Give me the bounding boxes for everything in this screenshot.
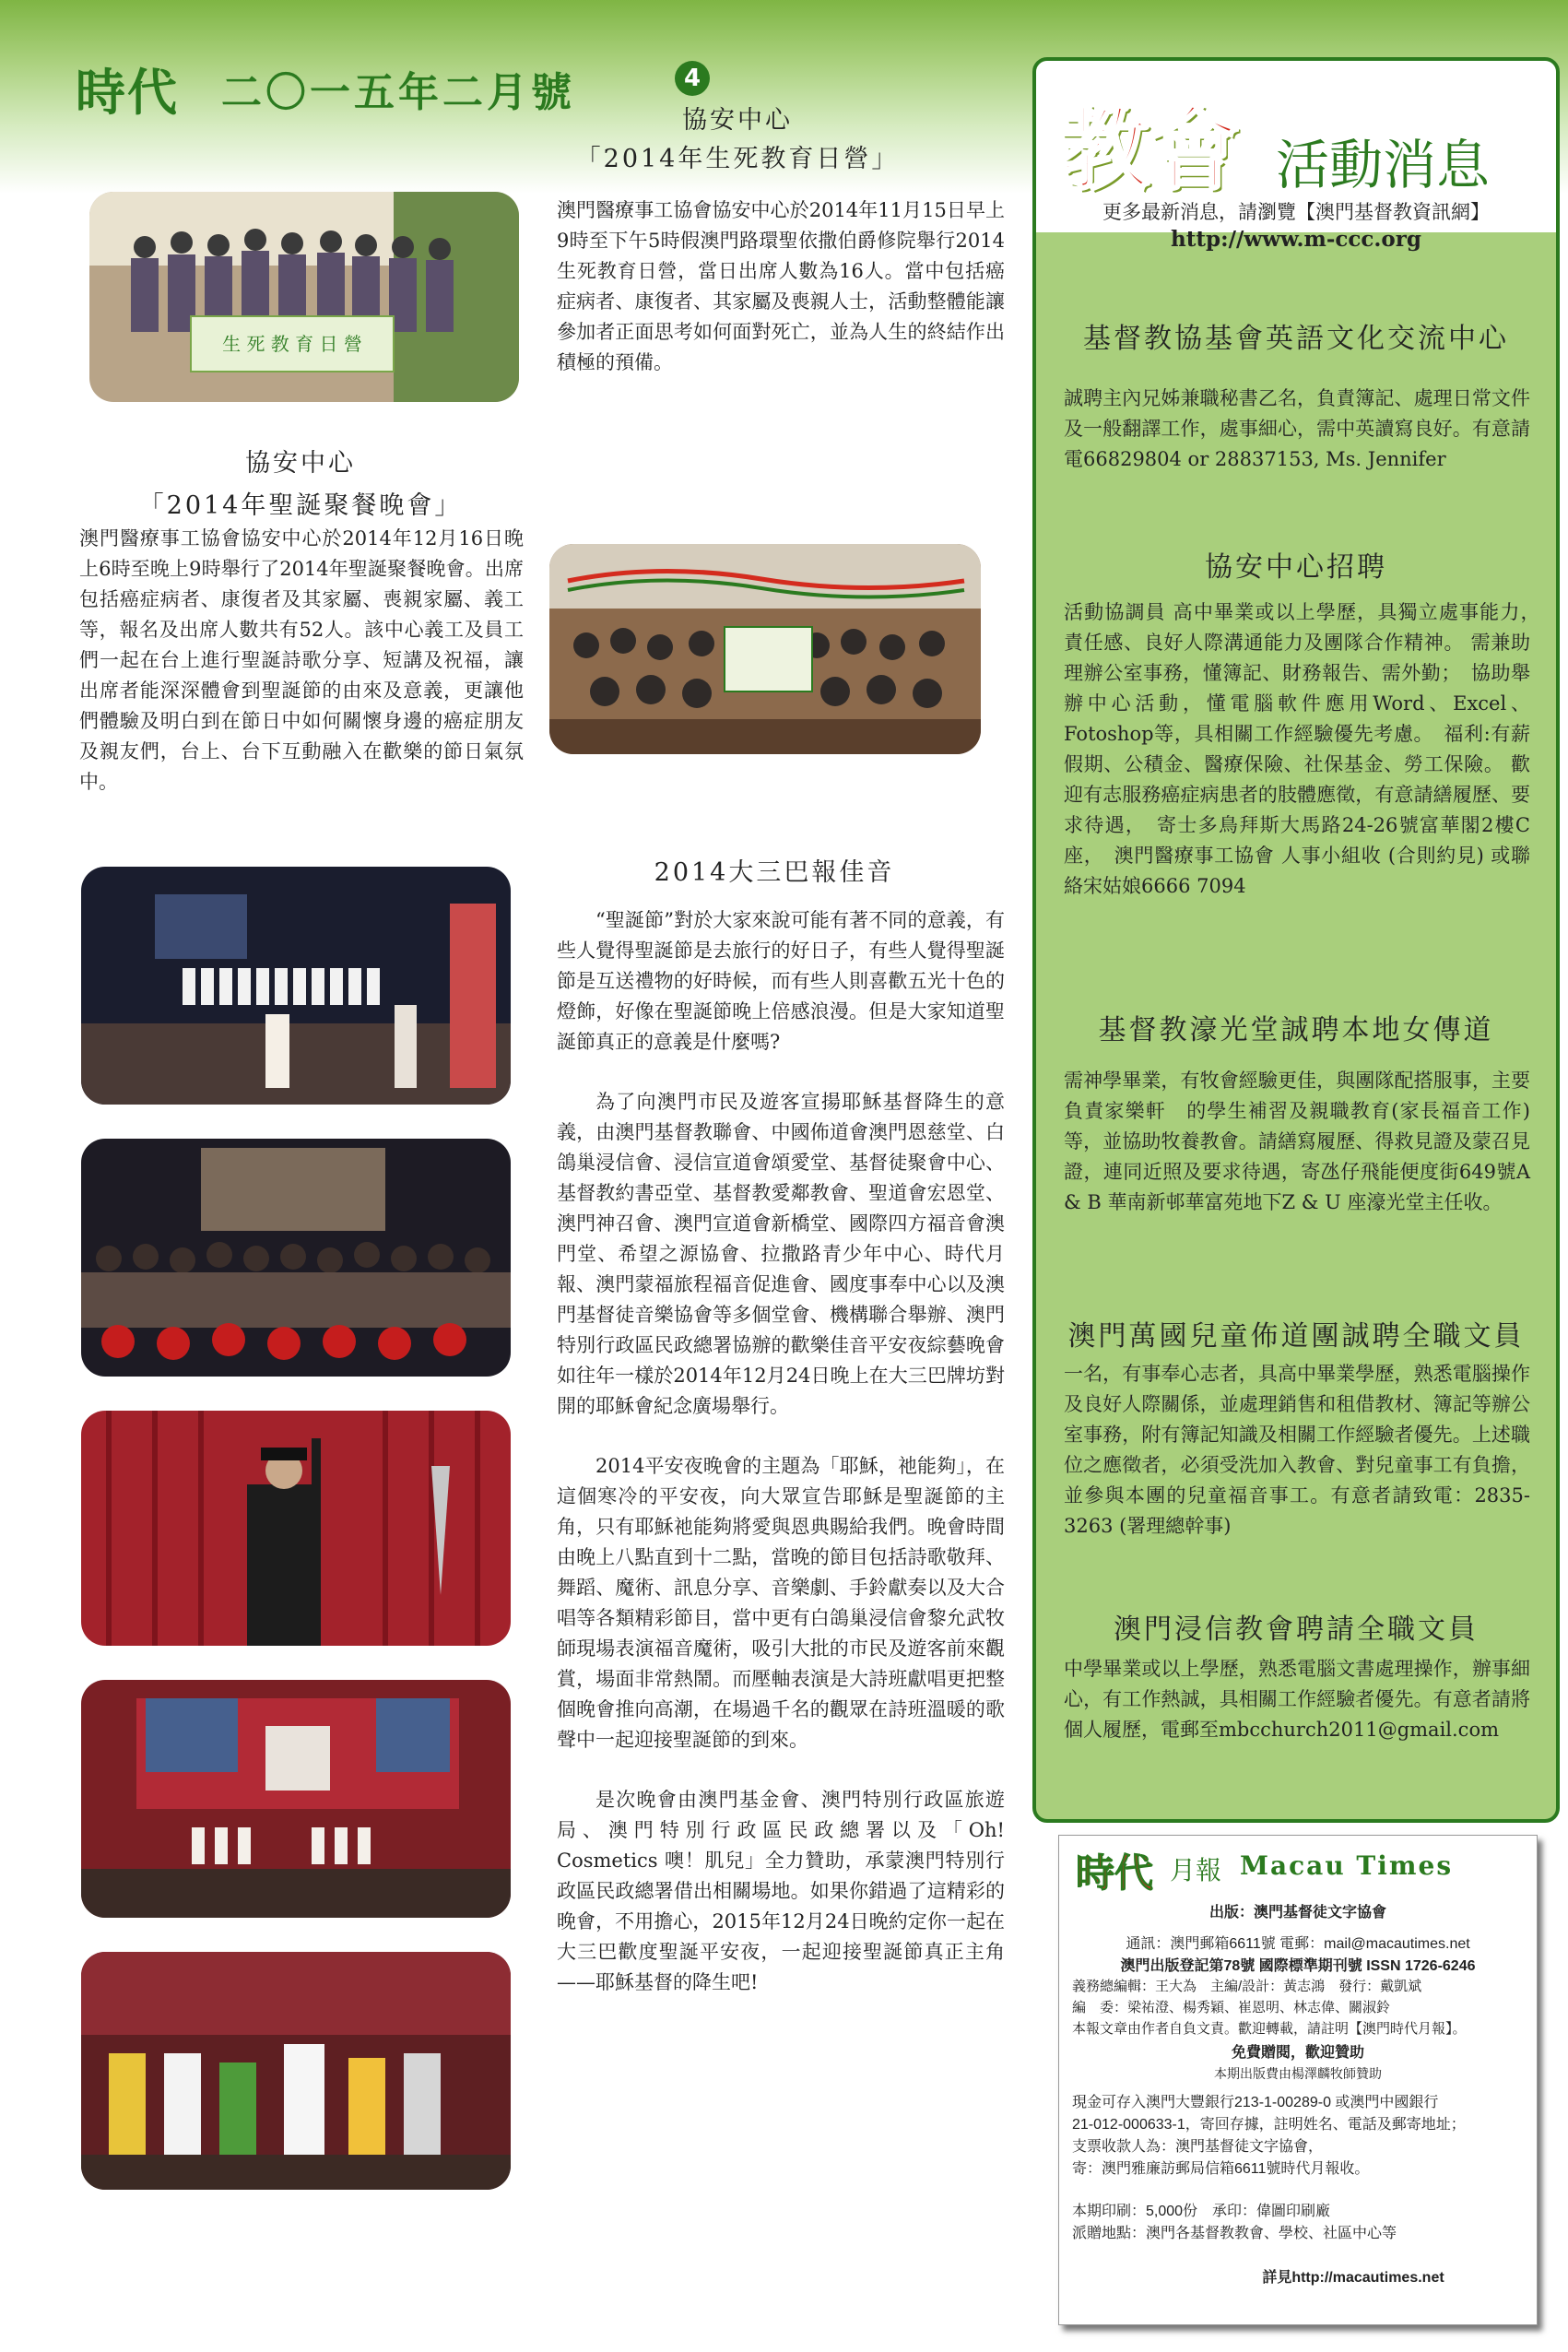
photo-choir-backdrop: [81, 1680, 511, 1918]
article1-title-line1: 協安中心: [682, 106, 793, 135]
masthead-website[interactable]: 詳見http://macautimes.net: [1262, 2270, 1444, 2286]
article2-body: 澳門醫療事工協會協安中心於2014年12月16日晚上6時至晚上9時舉行了2014年聖誕聚餐晚會。出席包括癌症病者、康復者及其家屬、喪親家屬、義工等，報名及出席人數共有52人。該中心義工及員工們一起在台上進行聖誕詩歌分享、短講及祝福，讓出席者能深深體會到聖誕節的由來及意義，更讓他們體驗及明白到在節日中如何關懷身邊的癌症朋友及親友們，台上、台下互動融入在歡樂的節日氣氛中。: [79, 527, 524, 793]
article3-body: [557, 905, 1005, 1998]
article1-body: 澳門醫療事工協會協安中心於2014年11月15日早上9時至下午5時假澳門路環聖依撒伯爵修院舉行2014生死教育日營，當日出席人數為16人。當中包括癌症病者、康復者、其家屬及喪親人士，活動整體能讓參加者正面思考如何面對死亡，並為人生的終結作出積極的預備。: [557, 199, 1005, 373]
church-news-panel: [1032, 57, 1560, 1823]
photo-group-banner: [89, 192, 519, 402]
masthead-yuebao: 月報: [1170, 1855, 1222, 1885]
notice-body: 活動協調員 高中畢業或以上學歷，具獨立處事能力， 責任感、良好人際溝通能力及團隊合作精神。 需兼助理辦公室事務，懂簿記、財務報告、需外勤； 協助舉辦中心活動，懂電腦軟件應用Word、Excel、Fotoshop等，具相關工作經驗優先考慮。 福利:有薪假期、公積金、醫療保險、社保基金、勞工保險。 歡迎有志服務癌症病患者的肢體應徵，有意請繕履歷、要求待遇， 寄士多鳥拜斯大馬路24-26號富華閣2樓C座， 澳門醫療事工協會 人事小組收 (合則約見) 或聯絡宋姑娘6666 7094: [1064, 601, 1550, 897]
masthead-line: 本期印刷：5,000份 承印：偉圖印刷廠: [1072, 2204, 1331, 2219]
notice-body: 需神學畢業，有牧會經驗更佳，與團隊配搭服事，主要負責家樂軒 的學生補習及親職教育(家長福音工作)等，並協助牧養教會。請繕寫履歷、得救見證及蒙召見證，連同近照及要求待遇，寄氹仔飛能便度街649號A & B 華南新邨華富苑地下Z & U 座濠光堂主任收。: [1064, 1070, 1530, 1213]
notice-body: 誠聘主內兄姊兼職秘書乙名，負責簿記、處理日常文件及一般翻譯工作，處事細心，需中英讀寫良好。有意請電66829804 or 28837153, Ms. Jennifer: [1064, 387, 1530, 470]
masthead-line: 義務總編輯：王大為 主編/設計：黃志鴻 發行：戴凱斌: [1072, 1979, 1422, 1994]
church-news-heading: 教會: [1059, 97, 1241, 203]
notice-body: 中學畢業或以上學歷，熟悉電腦文書處理操作，辦事細心，有工作熱誠，具相關工作經驗者優先。有意者請將個人履歷，電郵至mbcchurch2011@gmail.com: [1064, 1658, 1530, 1741]
masthead-line: 澳門出版登記第78號 國際標準期刊號 ISSN 1726-6246: [1120, 1958, 1476, 1974]
photo-magician: [81, 1411, 511, 1646]
masthead-line: 通訊：澳門郵箱6611號 電郵：mail@macautimes.net: [1126, 1936, 1470, 1952]
photo-choir-stage: [81, 867, 511, 1105]
masthead-line: 寄：澳門雅廉訪郵局信箱6611號時代月報收。: [1072, 2161, 1370, 2177]
article3-paragraph: 為了向澳門市民及遊客宣揚耶穌基督降生的意義，由澳門基督教聯會、中國佈道會澳門恩慈堂、白鴿巢浸信會、浸信宣道會頌愛堂、基督徒聚會中心、基督教約書亞堂、基督教愛鄰教會、聖道會宏恩堂、澳門神召會、澳門宣道會新橋堂、國際四方福音會澳門堂、希望之源協會、拉撒路青少年中心、時代月報、澳門蒙福旅程福音促進會、國度事奉中心以及澳門基督徒音樂協會等多個堂會、機構聯合舉辦、澳門特別行政區民政總署協辦的歡樂佳音平安夜綜藝晚會如往年一樣於2014年12月24日晚上在大三巴牌坊對開的耶穌會紀念廣場舉行。: [557, 1091, 1005, 1417]
article1-title-line2: 「2014年生死教育日營」: [575, 145, 900, 173]
banner-text: 生 死 教 育 日 營: [222, 333, 362, 355]
masthead-line: 現金可存入澳門大豐銀行213-1-00289-0 或澳門中國銀行: [1072, 2095, 1439, 2110]
masthead-line: 21-012-000633-1，寄回存據，註明姓名、電話及郵寄地址；: [1072, 2117, 1466, 2133]
masthead-english: Macau Times: [1240, 1850, 1454, 1881]
masthead-logo: 時代: [1076, 1850, 1154, 1896]
masthead-line: 本期出版費由楊澤麟牧師贊助: [1214, 2066, 1382, 2081]
page-number-badge: 4: [675, 61, 710, 96]
photo-crowd-ruins: [81, 1139, 511, 1377]
masthead-line: 編 委：梁祐澄、楊秀穎、崔恩明、林志偉、關淑鈴: [1072, 2000, 1391, 2015]
masthead-line: 支票收款人為：澳門基督徒文字協會，: [1072, 2139, 1324, 2155]
photo-christmas-dinner: [549, 544, 981, 754]
issue-date: 二〇一五年二月號: [221, 69, 575, 116]
notice-title: 澳門萬國兒童佈道團誠聘全職文員: [1067, 1320, 1525, 1353]
notice-title: 基督教協基會英語文化交流中心: [1083, 323, 1509, 355]
notice-body: 一名，有事奉心志者，具高中畢業學歷，熟悉電腦操作及良好人際關係，並處理銷售和租借教材、簿記等辦公室事務，附有簿記知識及相關工作經驗者優先。上述職位之應徵者，必須受洗加入教會、對兒童事工有負擔，並參與本團的兒童福音事工。有意者請致電：2835-3263 (署理總幹事): [1064, 1363, 1530, 1537]
masthead-line: 出版：澳門基督徒文字協會: [1208, 1905, 1386, 1921]
article3-paragraph: 是次晚會由澳門基金會、澳門特別行政區旅遊局、澳門特別行政區民政總署以及「Oh! Cosmetics 噢！肌兒」全力贊助，承蒙澳門特別行政區民政總署借出相關場地。如果你錯過了這精彩的晚會，不用擔心，2015年12月24日晚約定你一起在大三巴歡度聖誕平安夜，一起迎接聖誕節真正主角——耶穌基督的降生吧!: [557, 1789, 1005, 1993]
church-news-subheading: 活動消息: [1276, 134, 1491, 196]
article3-paragraph: 2014平安夜晚會的主題為「耶穌，祂能夠」，在這個寒冷的平安夜，向大眾宣告耶穌是聖誕節的主角，只有耶穌祂能夠將愛與恩典賜給我們。晚會時間由晚上八點直到十二點，當晚的節目包括詩歌敬拜、舞蹈、魔術、訊息分享、音樂劇、手鈴獻奏以及大合唱等各類精彩節目，當中更有白鴿巢浸信會黎允武牧師現場表演福音魔術，吸引大批的市民及遊客前來觀賞，場面非常熱鬧。而壓軸表演是大詩班獻唱更把整個晚會推向高潮，在場過千名的觀眾在詩班溫暖的歌聲中一起迎接聖誕節的到來。: [557, 1455, 1005, 1751]
church-news-url[interactable]: http://www.m-ccc.org: [1171, 227, 1421, 252]
notice-title: 基督教濠光堂誠聘本地女傳道: [1098, 1014, 1494, 1046]
article2-title-line2: 「2014年聖誕聚餐晚會」: [138, 491, 463, 520]
church-news-info: 更多最新消息，請瀏覽【澳門基督教資訊網】: [1102, 201, 1490, 223]
notice-title: 澳門浸信教會聘請全職文員: [1114, 1613, 1479, 1646]
article3-title: 2014大三巴報佳音: [654, 858, 895, 887]
masthead-line: 本報文章由作者自負文責。歡迎轉載，請註明【澳門時代月報】。: [1072, 2021, 1467, 2037]
article3-paragraph: “聖誕節”對於大家來說可能有著不同的意義，有些人覺得聖誕節是去旅行的好日子，有些人覺得聖誕節是互送禮物的好時候，而有些人則喜歡五光十色的燈飾，好像在聖誕節晚上倍感浪漫。但是大家知道聖誕節真正的意義是什麼嗎?: [557, 909, 1005, 1053]
brand-title: 時代: [76, 63, 179, 122]
article2-title-line1: 協安中心: [245, 449, 356, 478]
masthead-line: 免費贈閱，歡迎贊助: [1231, 2045, 1364, 2061]
notice-title: 協安中心招聘: [1205, 551, 1387, 584]
photo-costume-play: [81, 1952, 511, 2190]
masthead-box: [1058, 1835, 1538, 2325]
masthead-line: 派贈地點：澳門各基督教教會、學校、社區中心等: [1072, 2226, 1397, 2241]
